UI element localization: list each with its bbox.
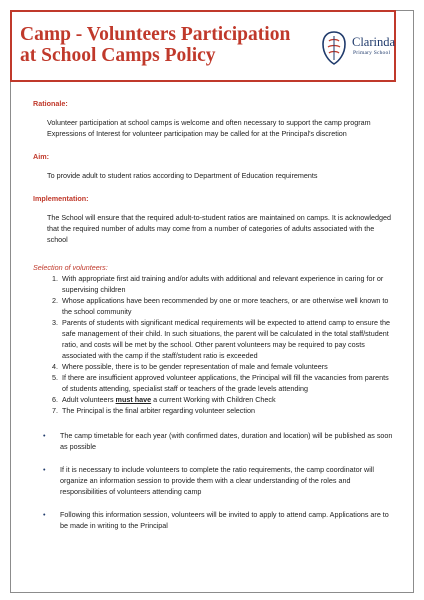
implementation-heading: Implementation: bbox=[33, 194, 89, 203]
list-item: 7. The Principal is the final arbiter regarding volunteer selection bbox=[60, 405, 393, 416]
item6-emphasis: must have bbox=[115, 395, 152, 404]
list-item: • The camp timetable for each year (with confirmed dates, duration and location) will be published as soon as possible bbox=[51, 430, 393, 452]
list-item: • Following this information session, volunteers will be invited to apply to attend camp. Applications are to be made in writing to the Principal bbox=[51, 509, 393, 531]
page-title bbox=[20, 24, 290, 66]
list-item: 1. With appropriate first aid training and/or adults with additional and relevant experience in caring for or supervising children bbox=[60, 273, 393, 295]
school-logo bbox=[320, 26, 410, 70]
aim-heading: Aim: bbox=[33, 152, 49, 161]
crest-icon bbox=[320, 30, 348, 66]
list-item: 3. Parents of students with significant medical requirements will be expected to attend camp to ensure the safe management of their child. In such situations, the parent will be calculated in the total staff/student ratio, and costs will be met by the school. Other parent volunteers may be required to pay costs associated with the camp if the staff/student ratio is exceeded bbox=[60, 317, 393, 361]
rationale-heading: Rationale: bbox=[33, 99, 68, 108]
implementation-text: The School will ensure that the required adult-to-student ratios are maintained on camps. It is acknowledged that the required number of adults may come from a number of categories of adults associated with the school bbox=[47, 213, 391, 244]
item6-before: Adult volunteers bbox=[62, 395, 116, 404]
policy-body bbox=[33, 98, 393, 543]
list-item: 4. Where possible, there is to be gender representation of male and female volunteers bbox=[60, 361, 393, 372]
item6-after: a current Working with Children Check bbox=[151, 395, 276, 404]
rationale-line-1: Volunteer participation at school camps is welcome and often necessary to support the camp program bbox=[47, 118, 371, 127]
list-item: 5. If there are insufficient approved volunteer applications, the Principal will fill the vacancies from parents of students attending, specialist staff or teachers of the grade levels attending bbox=[60, 372, 393, 394]
logo-name: Clarinda bbox=[352, 35, 396, 49]
aim-text: To provide adult to student ratios according to Department of Education requirements bbox=[47, 171, 318, 180]
list-item: 2. Whose applications have been recommended by one or more teachers, or are otherwise well known to the school community bbox=[60, 295, 393, 317]
title-line-2: at School Camps Policy bbox=[20, 45, 216, 66]
rationale-line-2: Expressions of Interest for volunteer participation may be called for at the Principal's discretion bbox=[47, 129, 347, 138]
title-line-1: Camp - Volunteers Participation bbox=[20, 24, 291, 45]
selection-list bbox=[33, 273, 393, 416]
logo-subtitle: Primary School bbox=[353, 50, 391, 56]
list-item: • If it is necessary to include volunteers to complete the ratio requirements, the camp coordinator will organize an information session to provide them with a clear understanding of the roles and responsibilities of volunteers attending camp bbox=[51, 464, 393, 497]
procedure-bullets bbox=[33, 430, 393, 531]
selection-heading: Selection of volunteers: bbox=[33, 263, 108, 272]
list-item bbox=[60, 394, 393, 405]
